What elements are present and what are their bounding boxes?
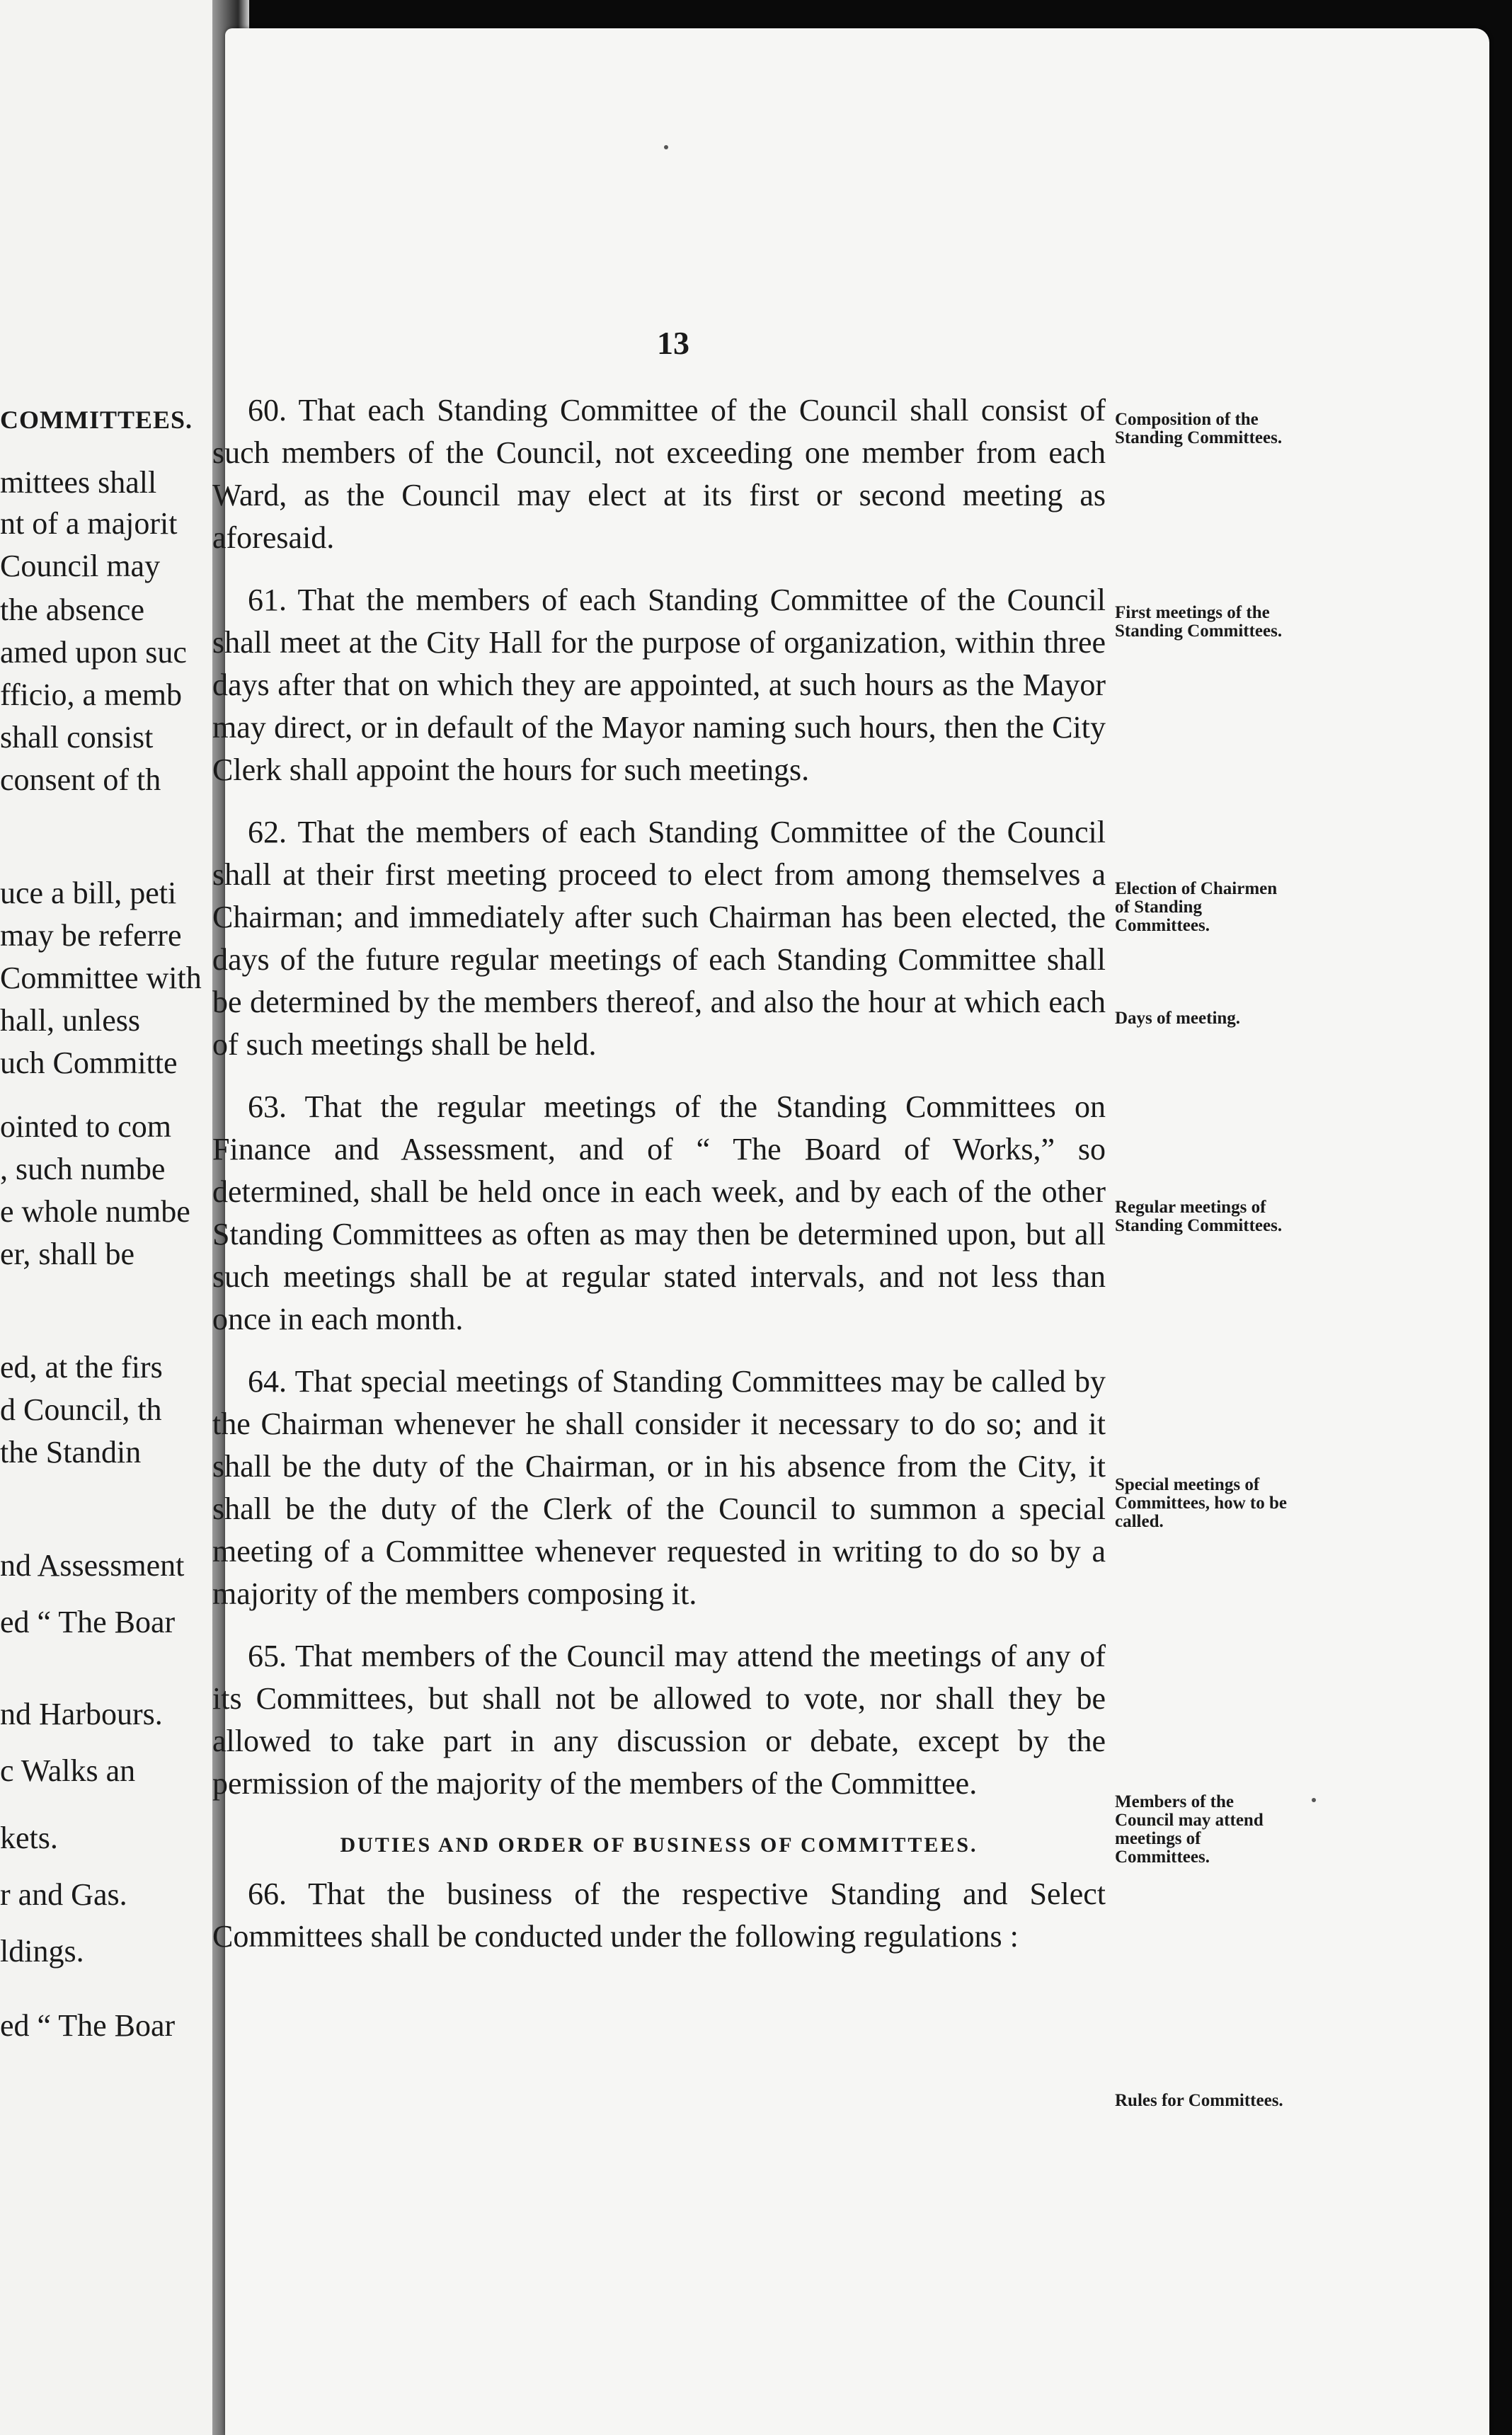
paragraph-62: 62. That the members of each Standing Committee of the Council shall at their first meeting proceed to elect from among themselves a Chairman; and immediately after such Chairman has been elected, the days of the future regular meetings of each Standing Committee shall be determined by the members thereof, and also the hour at which each of such meetings shall be held. [212, 815, 1106, 1062]
page-number: 13 [657, 325, 689, 361]
left-page-line: uce a bill, peti [0, 876, 177, 910]
left-page-line: fficio, a memb [0, 677, 182, 712]
left-page-line: uch Committe [0, 1045, 178, 1080]
left-page-line: ed “ The Boar [0, 1605, 176, 1639]
left-page-line: COMMITTEES. [0, 406, 193, 434]
left-page-line: kets. [0, 1821, 58, 1855]
left-page-line: nd Harbours. [0, 1697, 163, 1731]
speck [664, 145, 668, 149]
speck [1312, 1798, 1316, 1802]
margin-note-rules: Rules for Committees. [1115, 2091, 1283, 2110]
paragraph-65: 65. That members of the Council may attend the meetings of any of its Committees, but shall not be allowed to vote, nor shall they be allowed to take part in any discussion or debate, except by the permission of the majority of the members of the Committee. [212, 1639, 1106, 1801]
margin-note-regular-meetings: Regular meetings of Standing Committees. [1115, 1198, 1283, 1235]
left-page-line: hall, unless [0, 1003, 140, 1038]
left-page-line: ldings. [0, 1934, 84, 1969]
left-facing-page [0, 0, 234, 2435]
left-page-line: consent of th [0, 762, 161, 797]
margin-note-days-of-meeting: Days of meeting. [1115, 1009, 1241, 1028]
left-page-line: c Walks an [0, 1753, 136, 1788]
margin-note-members-attend: Members of the Council may attend meetings of Committees. [1115, 1792, 1264, 1867]
paragraph-63: 63. That the regular meetings of the Standing Committees on Finance and Assessment, and of “ The Board of Works,” so determined, shall be held once in each week, and by each of the other Standing Committees as often as may then be determined upon, but all such meetings shall be at regular stated intervals, and not less than once in each month. [212, 1089, 1106, 1336]
left-page-line: Committee with [0, 961, 202, 995]
margin-note-election-chairmen: Election of Chairmen of Standing Committees. [1115, 879, 1278, 935]
left-page-line: ed, at the firs [0, 1350, 163, 1385]
left-page-line: , such numbe [0, 1152, 166, 1186]
left-page-line: nd Assessment [0, 1548, 185, 1583]
left-page-line: er, shall be [0, 1237, 135, 1271]
margin-note-first-meetings: First meetings of the Standing Committees. [1115, 603, 1283, 641]
left-page-line: ointed to com [0, 1109, 171, 1144]
left-page-line: ed “ The Boar [0, 2008, 176, 2043]
margin-note-composition: Composition of the Standing Committees. [1115, 410, 1283, 447]
left-page-line: mittees shall [0, 465, 157, 500]
left-page-line: the Standin [0, 1435, 142, 1469]
section-heading: DUTIES AND ORDER OF BUSINESS OF COMMITTEES. [340, 1833, 978, 1857]
paragraph-61: 61. That the members of each Standing Committee of the Council shall meet at the City Hall for the purpose of organization, within three days after that on which they are appointed, at such hours as the Mayor may direct, or in default of the Mayor naming such hours, then the City Clerk shall appoint the hours for such meetings. [212, 583, 1106, 787]
left-page-line: e whole numbe [0, 1194, 190, 1229]
paragraph-66: 66. That the business of the respective Standing and Select Committees shall be conducted under the following regulations : [212, 1877, 1106, 1954]
left-page-line: r and Gas. [0, 1877, 127, 1912]
margin-note-special-meetings: Special meetings of Committees, how to be called. [1115, 1475, 1288, 1531]
left-page-line: shall consist [0, 720, 154, 755]
left-page-line: amed upon suc [0, 635, 187, 670]
paragraph-64: 64. That special meetings of Standing Committees may be called by the Chairman whenever he shall consider it necessary to do so; and it shall be the duty of the Chairman, or in his absence from the City, it shall be the duty of the Clerk of the Council to summon a special meeting of a Committee whenever requested in writing to do so by a majority of the members composing it. [212, 1364, 1106, 1611]
left-page-line: d Council, th [0, 1392, 162, 1427]
left-page-line: Council may [0, 549, 161, 583]
main-text [212, 389, 1106, 1978]
left-page-line: the absence [0, 592, 144, 627]
left-page-line: nt of a majorit [0, 506, 178, 541]
left-page-line: may be referre [0, 918, 182, 953]
paragraph-60: 60. That each Standing Committee of the Council shall consist of such members of the Council, not exceeding one member from each Ward, as the Council may elect at its first or second meeting as aforesaid. [212, 393, 1106, 555]
